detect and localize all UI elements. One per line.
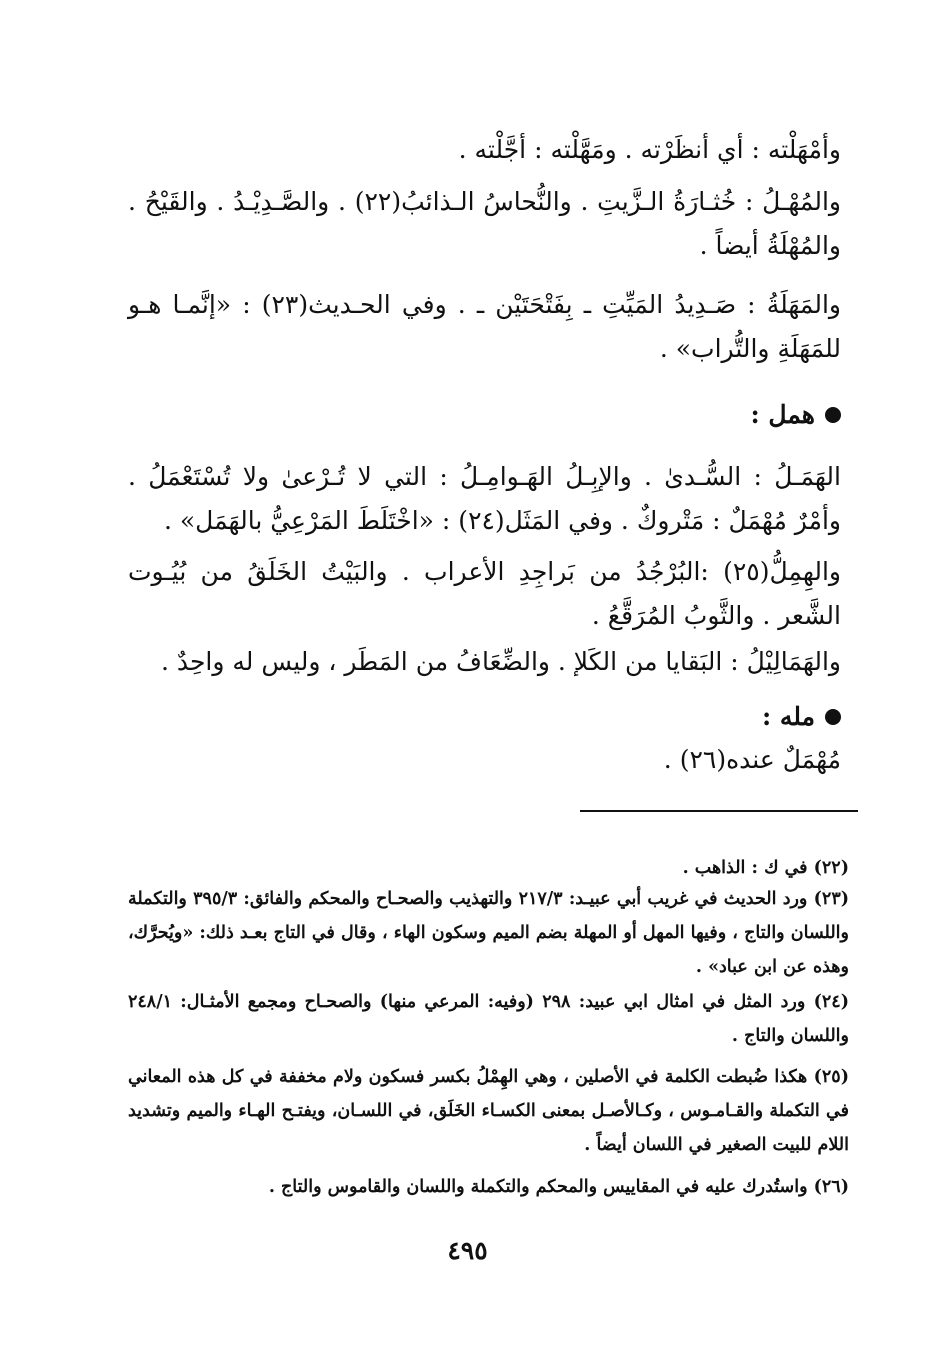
root-heading-haml [750, 393, 841, 437]
page-number: ٤٩٥ [447, 1236, 488, 1265]
footnote-25: (٢٥) هكذا ضُبطت الكلمة في الأصلين ، وهي الهِمْلُ بكسر فسكون ولام مخففة في كل هذه المعاني في التكملة والقـامـوس ، وكـالأصـل بمعنى الكسـاء الخَلَق، في اللسـان، ويفتـح الهـاء والميم وتشديد اللام للبيت الصغير في اللسان أيضاً . [128, 1067, 849, 1155]
entry-paragraph-hamal: الهَمَـلُ : السُّـدىٰ . والإبِـلُ الهَـوامِـلُ : التي لا تُـرْعىٰ ولا تُسْتَعْمَلُ . وأمْرٌ مُهْمَلٌ : مَتْروكٌ . وفي المَثَل(٢٤) : «اخْتَلَطَ المَرْعِيُّ بالهَمَل» . [128, 462, 841, 535]
entry-paragraph-amhaltuhu: وأمْهَلْته : أي أنظَرْته . ومَهَّلْته : أجَّلْته . [458, 135, 841, 164]
root-heading-label: مله : [761, 702, 815, 731]
bullet-icon [825, 709, 841, 725]
entry-paragraph-hamalil: والهَمَالِيْلُ : البَقايا من الكَلإ . والضِّعَافُ من المَطَر ، وليس له واحِدٌ . [160, 647, 841, 676]
footnote-24: (٢٤) ورد المثل في امثال ابي عبيد: ٢٩٨ (وفيه: المرعي منها) والصحـاح ومجمع الأمثـال: ٢٤٨/١ واللسان والتاج . [128, 992, 849, 1046]
footnote-26: (٢٦) واستُدرك عليه في المقاييس والمحكم والتكملة واللسان والقاموس والتاج . [268, 1177, 849, 1197]
entry-paragraph-muhl: والمُهْـلُ : خُثـارَةُ الـزَّيتِ . والنُّحاسُ الـذائبُ(٢٢) . والصَّـدِيْـدُ . والقَيْحُ . والمُهْلَةُ أيضاً . [128, 187, 841, 260]
entry-paragraph-mahalah: والمَهَلَةُ : صَـدِيدُ المَيِّتِ ـ بِفَتْحَتَيْن ـ . وفي الحـديث(٢٣) : «إنَّمـا هـو للمَهَلَةِ والتُّراب» . [128, 290, 841, 363]
footnote-22: (٢٢) في ك : الذاهب . [682, 858, 849, 878]
footnote-23: (٢٣) ورد الحديث في غريب أبي عبيـد: ٢١٧/٣ والتهذيب والصحـاح والمحكم والفائق: ٣٩٥/٣ والتكملة واللسان والتاج ، وفيها المهل أو المهلة بضم الميم وسكون الهاء ، وقال في التاج بعـد ذلك: «ويُحرَّك، وهذه عن ابن عباد» . [128, 889, 850, 977]
entry-paragraph-himill: والهِمِلُّ(٢٥) :البُرْجُدُ من بَراجِدِ الأعراب . والبَيْتُ الخَلَقُ من بُيُـوت الشَّعر . والثَّوبُ المُرَقَّعُ . [128, 557, 841, 630]
footnote-separator [580, 810, 858, 812]
root-heading-malah [762, 695, 841, 739]
bullet-icon [825, 407, 841, 423]
root-heading-label: همل : [750, 400, 815, 429]
entry-paragraph-muhmal: مُهْمَلٌ عنده(٢٦) . [663, 745, 841, 774]
